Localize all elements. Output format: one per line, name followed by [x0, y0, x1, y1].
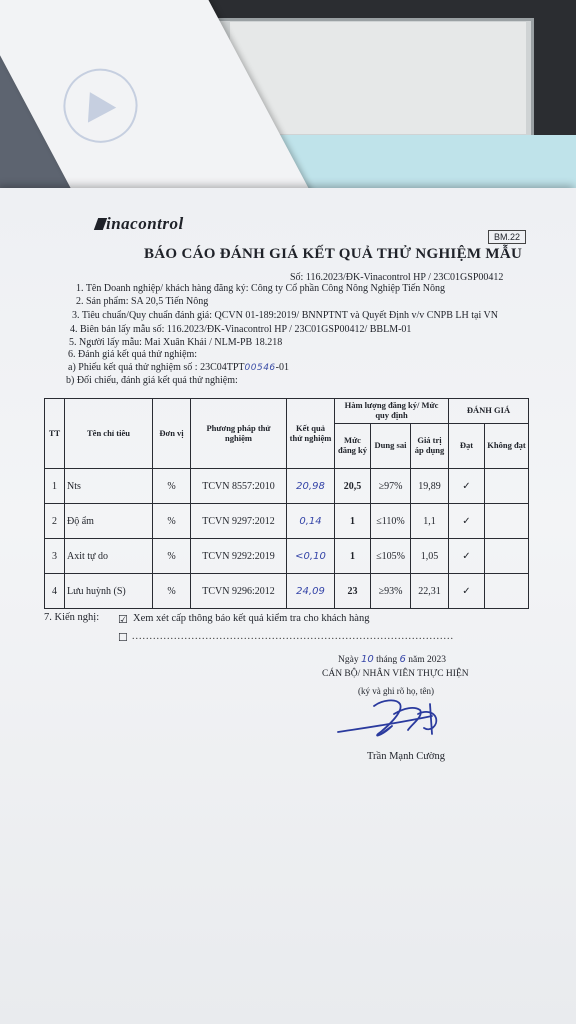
- recommendation-option-1: Xem xét cấp thông báo kết quả kiểm tra cho khách hàng: [133, 613, 370, 624]
- cell-tt: 2: [45, 504, 65, 539]
- info-comparison: b) Đối chiếu, đánh giá kết quả thử nghiệm:: [66, 375, 238, 386]
- table-row: [45, 574, 529, 609]
- cell-method: TCVN 9297:2012: [191, 504, 287, 539]
- cell-result: 0,14: [287, 504, 335, 539]
- date-month-label: tháng: [376, 655, 398, 665]
- unchecked-box-icon: ☐: [118, 632, 128, 644]
- cell-name: Lưu huỳnh (S): [65, 574, 153, 609]
- header-result: Kết quả thử nghiệm: [287, 399, 335, 469]
- cell-pass: ✓: [449, 539, 485, 574]
- cell-registered: 20,5: [335, 469, 371, 504]
- cell-tolerance: ≥93%: [371, 574, 411, 609]
- results-table: [44, 398, 529, 609]
- info-standard: 3. Tiêu chuẩn/Quy chuẩn đánh giá: QCVN 01-189:2019/ BNNPTNT và Quyết Định v/v CNPB LH tại VN: [72, 310, 499, 321]
- cell-method: TCVN 8557:2010: [191, 469, 287, 504]
- info-test-report-ref: [68, 362, 289, 373]
- cell-fail: [485, 574, 529, 609]
- date-year: năm 2023: [408, 655, 447, 665]
- cell-unit: %: [153, 504, 191, 539]
- info-customer: 1. Tên Doanh nghiệp/ khách hàng đăng ký: Công ty Cổ phần Công Nông Nghiệp Tiến Nông: [76, 283, 445, 294]
- cell-tt: 3: [45, 539, 65, 574]
- cell-tolerance: ≤105%: [371, 539, 411, 574]
- cell-tt: 4: [45, 574, 65, 609]
- header-evaluation: ĐÁNH GIÁ: [449, 399, 529, 424]
- date-month: 6: [399, 654, 406, 665]
- cell-unit: %: [153, 469, 191, 504]
- cell-pass: ✓: [449, 504, 485, 539]
- cell-tolerance: ≤110%: [371, 504, 411, 539]
- test-report-suffix: -01: [275, 362, 289, 373]
- table-row: [45, 504, 529, 539]
- cell-applied: 1,1: [411, 504, 449, 539]
- cell-tolerance: ≥97%: [371, 469, 411, 504]
- header-name: Tên chỉ tiêu: [65, 399, 153, 469]
- cell-applied: 1,05: [411, 539, 449, 574]
- signer-name: Trần Mạnh Cường: [367, 751, 445, 762]
- info-sampler: 5. Người lấy mẫu: Mai Xuân Khải / NLM-PB 18.218: [69, 337, 283, 348]
- report-paper: [0, 188, 576, 1024]
- cell-result: 24,09: [287, 574, 335, 609]
- header-content-group: Hàm lượng đăng ký/ Mức quy định: [335, 399, 449, 424]
- company-logo-text: inacontrol: [106, 214, 184, 233]
- signature-image: [334, 694, 444, 744]
- table-row: [45, 539, 529, 574]
- info-product: 2. Sản phẩm: SA 20,5 Tiến Nông: [76, 296, 209, 307]
- report-number: Số: 116.2023/ĐK-Vinacontrol HP / 23C01GSP00412: [290, 272, 504, 283]
- cell-name: Độ ẩm: [65, 504, 153, 539]
- cell-registered: 23: [335, 574, 371, 609]
- background-window-light: [230, 22, 526, 134]
- cell-method: TCVN 9292:2019: [191, 539, 287, 574]
- cell-registered: 1: [335, 539, 371, 574]
- recommendation-label: 7. Kiến nghị:: [44, 612, 100, 623]
- header-unit: Đơn vị: [153, 399, 191, 469]
- header-method: Phương pháp thử nghiệm: [191, 399, 287, 469]
- sign-note: (ký và ghi rõ họ, tên): [358, 686, 434, 696]
- cell-result: <0,10: [287, 539, 335, 574]
- info-sampling-record: 4. Biên bản lấy mẫu số: 116.2023/ĐK-Vinacontrol HP / 23C01GSP00412/ BBLM-01: [70, 324, 412, 335]
- cell-fail: [485, 469, 529, 504]
- header-fail: Không đạt: [485, 424, 529, 469]
- test-report-handwritten-no: 00546: [244, 363, 276, 373]
- signing-date: [338, 654, 446, 665]
- cell-registered: 1: [335, 504, 371, 539]
- cell-method: TCVN 9296:2012: [191, 574, 287, 609]
- cell-applied: 19,89: [411, 469, 449, 504]
- date-prefix: Ngày: [338, 655, 359, 665]
- header-pass: Đạt: [449, 424, 485, 469]
- cell-pass: ✓: [449, 574, 485, 609]
- header-tolerance: Dung sai: [371, 424, 411, 469]
- cell-result: 20,98: [287, 469, 335, 504]
- form-code: BM.22: [488, 230, 526, 244]
- date-day: 10: [360, 654, 374, 665]
- cell-fail: [485, 504, 529, 539]
- checked-box-icon: ☑: [118, 614, 128, 626]
- cell-unit: %: [153, 539, 191, 574]
- header-registered: Mức đăng ký: [335, 424, 371, 469]
- cell-pass: ✓: [449, 469, 485, 504]
- header-tt: TT: [45, 399, 65, 469]
- cell-tt: 1: [45, 469, 65, 504]
- header-applied: Giá trị áp dụng: [411, 424, 449, 469]
- report-title: BÁO CÁO ĐÁNH GIÁ KẾT QUẢ THỬ NGHIỆM MẪU: [144, 246, 523, 262]
- test-report-prefix: a) Phiếu kết quả thử nghiệm số : 23C04TPT: [68, 362, 245, 373]
- info-evaluation-heading: 6. Đánh giá kết quả thử nghiệm:: [68, 349, 198, 360]
- table-row: [45, 469, 529, 504]
- cell-name: Axit tự do: [65, 539, 153, 574]
- cell-name: Nts: [65, 469, 153, 504]
- officer-title: CÁN BỘ/ NHÂN VIÊN THỰC HIỆN: [322, 669, 469, 679]
- cell-fail: [485, 539, 529, 574]
- cell-unit: %: [153, 574, 191, 609]
- recommendation-option-2-blank: ............................................................................................: [132, 631, 454, 642]
- cell-applied: 22,31: [411, 574, 449, 609]
